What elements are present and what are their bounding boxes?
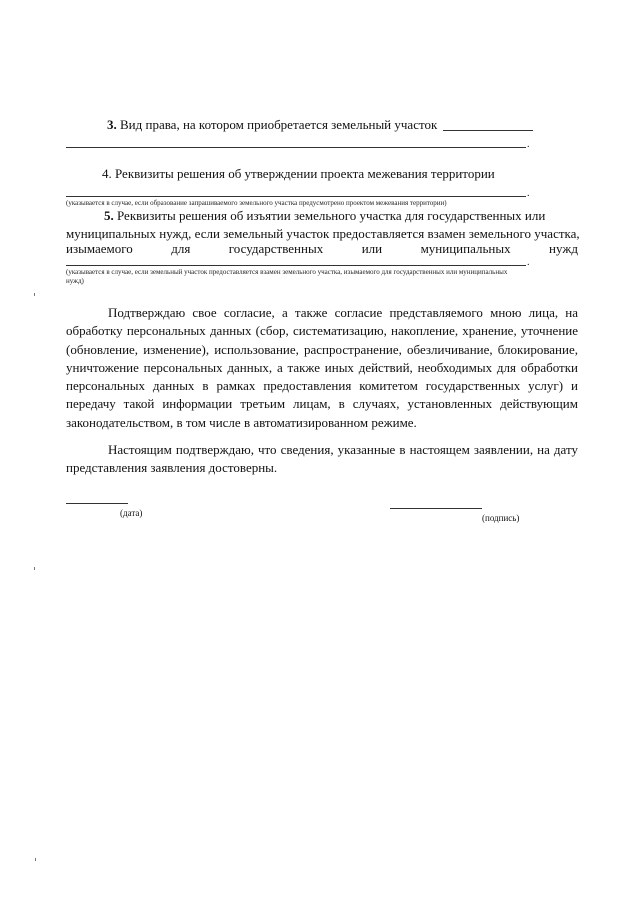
section-5-word: или xyxy=(361,241,383,256)
scan-speck xyxy=(34,567,35,570)
section-5-line-1 xyxy=(104,207,545,225)
signature-label: (подпись) xyxy=(482,513,520,523)
date-line xyxy=(66,503,128,504)
section-3-answer-line-2 xyxy=(66,147,526,148)
section-3-heading xyxy=(107,116,437,134)
consent-paragraph: Подтверждаю свое согласие, а также согласие представляемого мною лица, на обработку персональных данных (сбор, систематизацию, накопление, хранение, уточнение (обновление, изменение), использование, распространение, обезличивание, блокирование, уничтожение персональных данных, а также иных действий, необходимых для обработки персональных данных в рамках предоставления комитетом государственных услуг) и передачу такой информации третьим лицам, в случаях, установленных действующим законодательством, в том числе в автоматизированном режиме. xyxy=(66,305,578,430)
section-5-word: нужд xyxy=(549,241,578,256)
section-5-text-line-1: Реквизиты решения об изъятии земельного участка для государственных или xyxy=(117,208,546,223)
section-5-word: изымаемого xyxy=(66,241,133,256)
date-label: (дата) xyxy=(120,508,143,518)
signature-line xyxy=(390,508,482,509)
section-3-line-end-dot: . xyxy=(527,139,530,150)
section-5-note-line-2: нужд) xyxy=(66,277,84,285)
section-5-note-line-1: (указывается в случае, если земельный участок предоставляется взамен земельного участка, изымаемого для государственных или муниципальных xyxy=(66,268,508,276)
section-5-word: муниципальных xyxy=(420,241,511,256)
section-3-answer-line xyxy=(443,130,533,131)
section-3-text: Вид права, на котором приобретается земельный участок xyxy=(120,117,438,132)
scan-speck xyxy=(35,858,36,861)
section-5-word: для xyxy=(171,241,191,256)
section-5-number: 5. xyxy=(104,208,114,223)
section-5-line-3 xyxy=(66,240,578,258)
section-4-heading xyxy=(102,165,495,183)
scan-speck xyxy=(34,293,35,296)
section-5-line-end-dot: . xyxy=(527,257,530,268)
section-4-note: (указывается в случае, если образование запрашиваемого земельного участка предусмотрено проектом межевания территории) xyxy=(66,199,447,207)
confirmation-paragraph: Настоящим подтверждаю, что сведения, указанные в настоящем заявлении, на дату представления заявления достоверны. xyxy=(66,442,578,476)
section-4-number: 4. xyxy=(102,166,112,181)
section-5-word: государственных xyxy=(228,241,324,256)
section-4-text: Реквизиты решения об утверждении проекта межевания территории xyxy=(115,166,495,181)
section-5-line-2: муниципальных нужд, если земельный участок предоставляется взамен земельного участка, xyxy=(66,226,580,241)
section-5-answer-line xyxy=(66,265,526,266)
section-4-line-end-dot: . xyxy=(527,188,530,199)
section-4-answer-line xyxy=(66,196,526,197)
section-3-number: 3. xyxy=(107,117,117,132)
